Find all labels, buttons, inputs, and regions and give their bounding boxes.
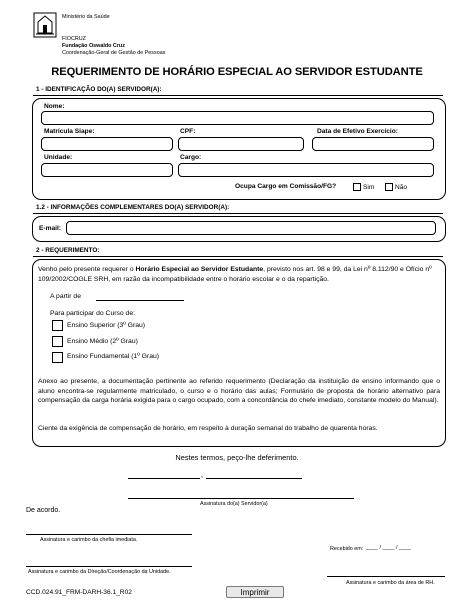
- course-elementary-label: Ensino Fundamental (1º Grau): [67, 353, 160, 360]
- hr-signature-caption: Assinatura e carimbo da área de RH.: [346, 580, 435, 586]
- page-title: REQUERIMENTO DE HORÁRIO ESPECIAL AO SERVIDOR ESTUDANTE: [51, 66, 423, 78]
- received-label: Recebido em:: [330, 546, 364, 552]
- commission-label: Ocupa Cargo em Comissão/FG?: [235, 183, 337, 190]
- received-date[interactable]: ____ / ____ / ____: [366, 545, 411, 551]
- direction-signature-caption: Assinatura e carimbo da Direção/Coordenação da Unidade.: [28, 569, 171, 575]
- commission-no-checkbox[interactable]: [385, 183, 393, 191]
- date-comma: ,: [201, 472, 203, 479]
- request-intro: [38, 265, 440, 284]
- role-input[interactable]: [178, 163, 434, 177]
- agree-text: De acordo.: [26, 507, 61, 514]
- hr-signature-line[interactable]: [327, 576, 445, 577]
- course-elementary-checkbox[interactable]: [52, 352, 63, 363]
- name-label: Nome:: [44, 103, 65, 110]
- commission-yes-label: Sim: [363, 184, 375, 191]
- commission-yes-checkbox[interactable]: [353, 183, 361, 191]
- print-button[interactable]: Imprimir: [226, 586, 284, 598]
- annex-paragraph: Anexo ao presente, a documentação pertinente ao referido requerimento (Declaração da instituição de ensino informando que o aluno encontra-se regularmente matriculado, o curso e o horário das aulas; Formulário de proposta de horário alternativo para compensação da carga horária exigida para o cargo ocupado, com a concordância do chefe imediato, constante modelo do Manual).: [38, 378, 440, 405]
- org-name: Fundação Oswaldo Cruz: [62, 43, 125, 49]
- from-date-label: A partir de: [50, 293, 81, 300]
- entry-date-label: Data de Efetivo Exercício:: [317, 128, 398, 135]
- role-label: Cargo:: [180, 154, 202, 161]
- section2-divider: [33, 256, 443, 257]
- awareness-paragraph: Ciente da exigência de compensação de horário, em respeito à duração semanal do trabalho de quarenta horas.: [38, 425, 378, 432]
- section12-divider: [33, 213, 443, 214]
- course-secondary-label: Ensino Médio (2º Grau): [67, 338, 138, 345]
- section12-heading: 1.2 - INFORMAÇÕES COMPLEMENTARES DO(A) SERVIDOR(A):: [36, 204, 230, 211]
- org-abbreviation: FIOCRUZ: [62, 36, 86, 42]
- unit-input[interactable]: [41, 163, 173, 177]
- name-input[interactable]: [41, 111, 434, 125]
- email-label: E-mail:: [39, 225, 61, 232]
- siape-input[interactable]: [41, 137, 173, 151]
- request-intro-text-end: , previsto nos art. 98 e 99, da Lei nº 8.112/90 e Ofício nº 109/2002/COGLE SRH, em razão da incompatibilidade entre o horário escolar e o da repartição.: [38, 266, 432, 283]
- cpf-label: CPF:: [180, 128, 196, 135]
- section1-divider: [33, 95, 443, 96]
- chief-signature-caption: Assinatura e carimbo da chefia imediata.: [40, 537, 138, 543]
- entry-date-input[interactable]: [312, 137, 434, 151]
- cpf-input[interactable]: [178, 137, 304, 151]
- course-higher-checkbox[interactable]: [52, 320, 63, 331]
- request-intro-text: Venho pelo presente requerer o: [38, 266, 136, 273]
- employee-signature-caption: Assinatura do(a) Servidor(a): [200, 501, 268, 507]
- employee-signature-line[interactable]: [128, 498, 354, 499]
- from-date-line[interactable]: [96, 300, 184, 301]
- course-label: Para participar do Curso de:: [50, 310, 136, 317]
- direction-signature-line[interactable]: [26, 566, 192, 567]
- closing-text: Nestes termos, peço-lhe deferimento.: [175, 453, 299, 462]
- unit-label: Unidade:: [44, 154, 73, 161]
- section2-heading: 2 - REQUERIMENTO:: [36, 247, 100, 254]
- department-name: Coordenação-Geral de Gestão de Pessoas: [62, 50, 166, 56]
- section1-heading: 1 - IDENTIFICAÇÃO DO(A) SERVIDOR(A):: [36, 86, 162, 93]
- ministry-name: Ministério da Saúde: [62, 14, 110, 20]
- form-code: CCD.024.91_FRM-DARH-36.1_R02: [26, 589, 132, 596]
- ministry-building-logo: [33, 12, 57, 38]
- date-line[interactable]: [206, 478, 302, 479]
- course-secondary-checkbox[interactable]: [52, 336, 63, 347]
- siape-label: Matrícula Siape:: [44, 128, 95, 135]
- commission-no-label: Não: [395, 184, 408, 191]
- city-line[interactable]: [128, 478, 200, 479]
- email-input[interactable]: [66, 221, 436, 235]
- request-intro-bold: Horário Especial ao Servidor Estudante: [135, 266, 264, 273]
- course-higher-label: Ensino Superior (3º Grau): [67, 322, 146, 329]
- chief-signature-line[interactable]: [26, 534, 192, 535]
